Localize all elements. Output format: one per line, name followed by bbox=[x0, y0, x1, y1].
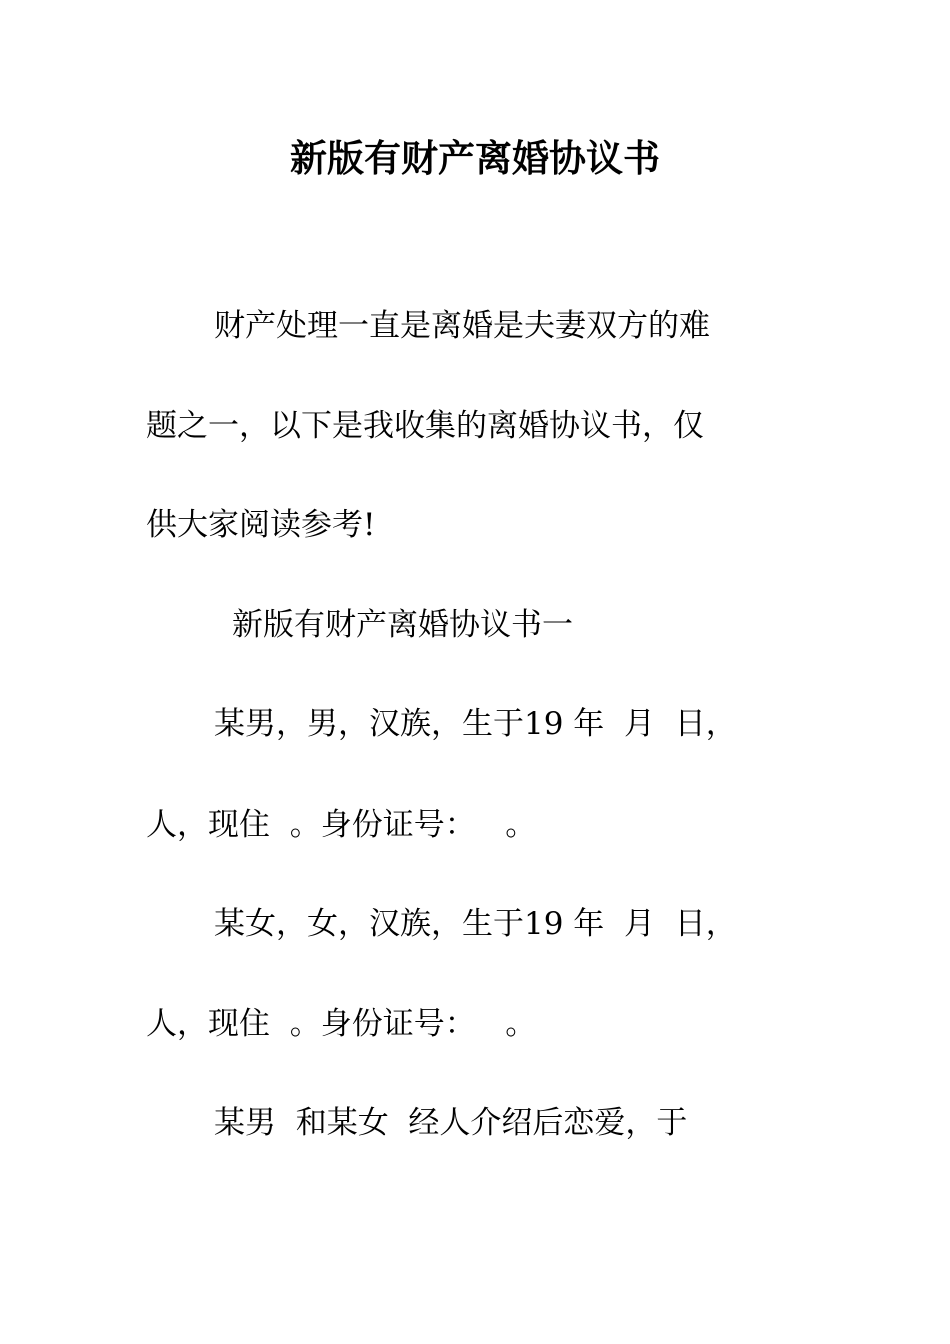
document-title: 新版有财产离婚协议书 bbox=[290, 136, 660, 180]
intro-line-2: 题之一，以下是我收集的离婚协议书，仅 bbox=[146, 408, 704, 444]
intro-line-1: 财产处理一直是离婚是夫妻双方的难 bbox=[214, 308, 710, 344]
man-info-line-2: 人，现住 。身份证号： 。 bbox=[146, 807, 537, 843]
woman-info-line-2: 人，现住 。身份证号： 。 bbox=[146, 1006, 537, 1042]
section-heading: 新版有财产离婚协议书一 bbox=[232, 607, 573, 643]
intro-line-3: 供大家阅读参考! bbox=[146, 507, 376, 543]
man-info-line-1: 某男，男，汉族，生于19 年 月 日， bbox=[214, 706, 737, 742]
woman-info-line-1: 某女，女，汉族，生于19 年 月 日， bbox=[214, 906, 737, 942]
closing-line: 某男 和某女 经人介绍后恋爱，于 bbox=[214, 1105, 688, 1141]
